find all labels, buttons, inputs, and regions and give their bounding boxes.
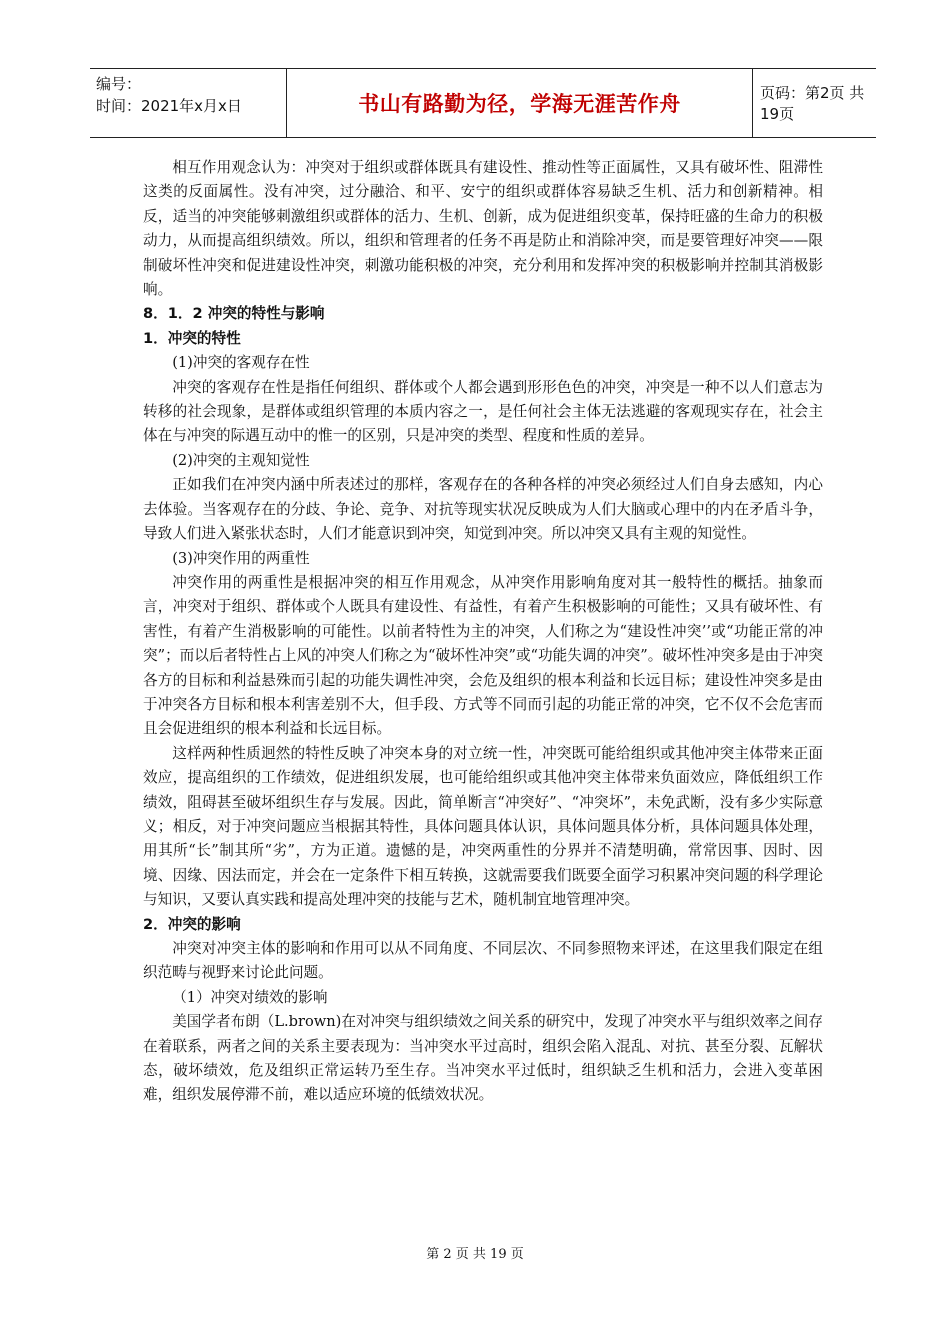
body-paragraph: 冲突对冲突主体的影响和作用可以从不同角度、不同层次、不同参照物来评述，在这里我们限定在组织范畴与视野来讨论此问题。 [143, 940, 823, 982]
header-page-cell [760, 69, 876, 137]
footer-page-number: 第 2 页 共 19 页 [426, 1247, 524, 1262]
body-paragraph: 正如我们在冲突内涵中所表述过的那样，客观存在的各种各样的冲突必须经过人们自身去感知，内心去体验。当客观存在的分歧、争论、竞争、对抗等现实状况反映成为人们大脑或心理中的内在矛盾斗争，导致人们进入紧张状态时，人们才能意识到冲突，知觉到冲突。所以冲突又具有主观的知觉性。 [143, 476, 823, 543]
document-body [143, 156, 823, 1108]
body-paragraph: 这样两种性质迥然的特性反映了冲突本身的对立统一性，冲突既可能给组织或其他冲突主体带来正面效应，提高组织的工作绩效，促进组织发展，也可能给组织或其他冲突主体带来负面效应，降低组织工作绩效，阻碍甚至破坏组织生存与发展。因此，简单断言“冲突好”、“冲突坏”，未免武断，没有多少实际意义；相反，对于冲突问题应当根据其特性，具体问题具体认识，具体问题具体分析，具体问题具体处理，用其所“长”制其所“劣”，方为正道。遗憾的是，冲突两重性的分界并不清楚明确，常常因事、因时、因境、因缘、因法而定，并会在一定条件下相互转换，这就需要我们既要全面学习积累冲突问题的科学理论与知识，又要认真实践和提高处理冲突的技能与艺术，随机制宜地管理冲突。 [143, 744, 823, 909]
time-label: 时间：2021年x月x日 [96, 97, 242, 115]
header-meta [96, 73, 286, 117]
item-heading: (1)冲突的客观存在性 [172, 354, 310, 372]
item-heading: (2)冲突的主观知觉性 [172, 451, 310, 469]
page-footer [0, 1243, 950, 1262]
body-paragraph: 美国学者布朗（L.brown)在对冲突与组织绩效之间关系的研究中，发现了冲突水平与组织效率之间存在着联系，两者之间的关系主要表现为：当冲突水平过高时，组织会陷入混乱、对抗、甚至分裂、瓦解状态，破坏绩效，危及组织正常运转乃至生存。当冲突水平过低时，组织缺乏生机和活力，会进入变革困难，组织发展停滞不前，难以适应环境的低绩效状况。 [143, 1013, 823, 1104]
item-heading: (3)冲突作用的两重性 [172, 549, 310, 567]
subsection-heading: 1．冲突的特性 [143, 329, 241, 347]
page-label: 页码：第2页 共19页 [760, 84, 865, 123]
header-motto-cell [286, 69, 753, 137]
body-paragraph: 冲突作用的两重性是根据冲突的相互作用观念，从冲突作用影响角度对其一般特性的概括。抽象而言，冲突对于组织、群体或个人既具有建设性、有益性，有着产生积极影响的可能性；又具有破坏性、有害性，有着产生消极影响的可能性。以前者特性为主的冲突，人们称之为“建设性冲突’’或“功能正常的冲突”；而以后者特性占上风的冲突人们称之为“破坏性冲突”或“功能失调的冲突”。破坏性冲突多是由于冲突各方的目标和利益悬殊而引起的功能失调性冲突，会危及组织的根本利益和长远目标；建设性冲突多是由于冲突各方目标和根本利害差别不大，但手段、方式等不同而引起的功能正常的冲突，它不仅不会危害而且会促进组织的根本利益和长远目标。 [143, 573, 823, 738]
body-paragraph: 冲突的客观存在性是指任何组织、群体或个人都会遇到形形色色的冲突，冲突是一种不以人们意志为转移的社会现象，是群体或组织管理的本质内容之一，是任何社会主体无法逃避的客观现实存在，社会主体在与冲突的际遇互动中的惟一的区别，只是冲突的类型、程度和性质的差异。 [143, 378, 823, 445]
page-header [90, 68, 876, 138]
body-paragraph: 相互作用观念认为：冲突对于组织或群体既具有建设性、推动性等正面属性，又具有破坏性、阻滞性这类的反面属性。没有冲突，过分融洽、和平、安宁的组织或群体容易缺乏生机、活力和创新精神。相反，适当的冲突能够刺激组织或群体的活力、生机、创新，成为促进组织变革，保持旺盛的生命力的积极动力，从而提高组织绩效。所以，组织和管理者的任务不再是防止和消除冲突，而是要管理好冲突——限制破坏性冲突和促进建设性冲突，刺激功能积极的冲突，充分利用和发挥冲突的积极影响并控制其消极影响。 [143, 159, 823, 299]
item-heading: （1）冲突对绩效的影响 [172, 988, 328, 1006]
motto-text: 书山有路勤为径，学海无涯苦作舟 [358, 92, 681, 116]
number-label: 编号： [96, 75, 142, 93]
subsection-heading: 2．冲突的影响 [143, 915, 241, 933]
section-heading: 8．1．2 冲突的特性与影响 [143, 305, 325, 323]
